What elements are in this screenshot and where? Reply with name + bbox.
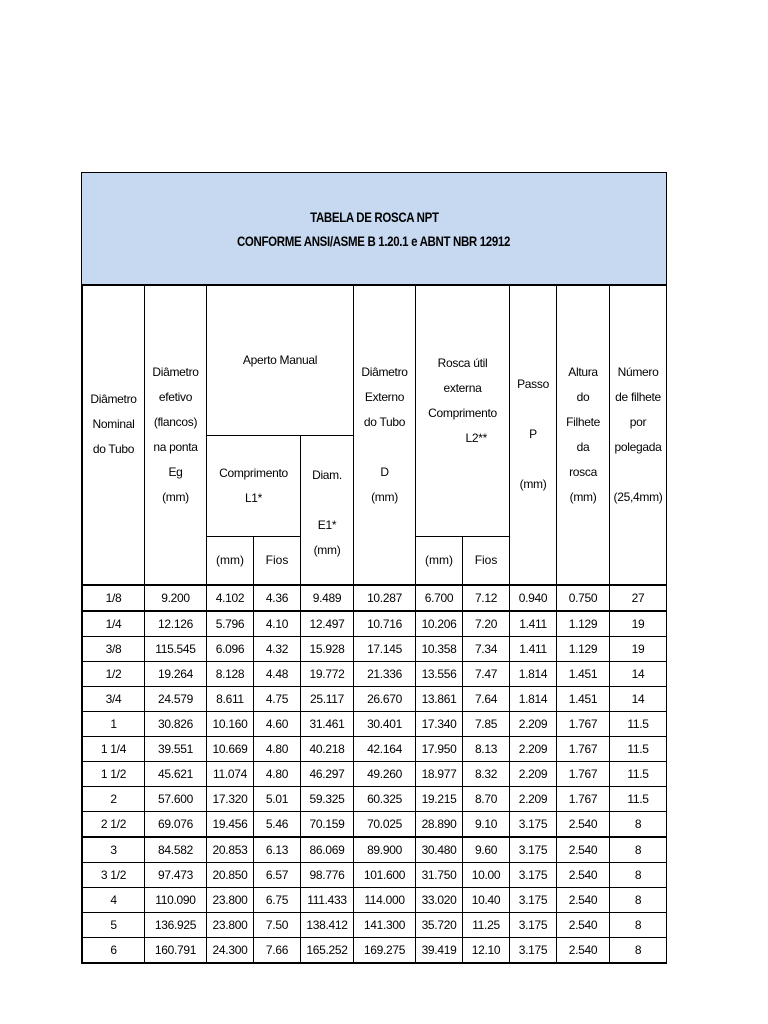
- cell-thread-height: 1.451: [557, 686, 610, 711]
- cell-pitch-diameter: 136.925: [145, 912, 207, 937]
- header-diam-e1: Diam. E1* (mm): [301, 436, 354, 585]
- cell-l2-fios: 11.25: [463, 912, 510, 937]
- cell-nominal: 4: [83, 887, 145, 912]
- cell-tpi: 8: [610, 811, 667, 837]
- cell-thread-height: 2.540: [557, 811, 610, 837]
- cell-l2-mm: 31.750: [416, 862, 463, 887]
- cell-l2-fios: 7.47: [463, 661, 510, 686]
- cell-tpi: 8: [610, 862, 667, 887]
- cell-l1-mm: 4.102: [207, 585, 254, 611]
- cell-pitch: 3.175: [510, 937, 557, 962]
- cell-l1-fios: 7.66: [254, 937, 301, 962]
- cell-e1: 12.497: [301, 611, 354, 637]
- cell-nominal: 5: [83, 912, 145, 937]
- cell-pitch-diameter: 115.545: [145, 636, 207, 661]
- header-l2-fios: Fios: [463, 537, 510, 585]
- cell-l1-fios: 6.75: [254, 887, 301, 912]
- header-l1-mm: (mm): [207, 537, 254, 585]
- cell-pitch: 3.175: [510, 837, 557, 863]
- cell-external-diameter: 49.260: [354, 761, 416, 786]
- cell-pitch: 2.209: [510, 761, 557, 786]
- cell-thread-height: 2.540: [557, 862, 610, 887]
- cell-l2-mm: 17.340: [416, 711, 463, 736]
- cell-pitch: 3.175: [510, 811, 557, 837]
- title-band: [82, 173, 666, 285]
- cell-nominal: 3: [83, 837, 145, 863]
- cell-thread-height: 2.540: [557, 912, 610, 937]
- cell-l2-mm: 33.020: [416, 887, 463, 912]
- cell-l1-mm: 23.800: [207, 887, 254, 912]
- header-threads-per-inch: Número de filhete por polegada (25,4mm): [610, 286, 667, 585]
- cell-nominal: 1 1/4: [83, 736, 145, 761]
- cell-thread-height: 1.129: [557, 636, 610, 661]
- cell-external-diameter: 169.275: [354, 937, 416, 962]
- cell-pitch-diameter: 69.076: [145, 811, 207, 837]
- cell-tpi: 8: [610, 912, 667, 937]
- cell-external-diameter: 42.164: [354, 736, 416, 761]
- cell-l1-fios: 4.10: [254, 611, 301, 637]
- cell-l1-mm: 10.160: [207, 711, 254, 736]
- cell-pitch-diameter: 30.826: [145, 711, 207, 736]
- cell-l2-mm: 10.206: [416, 611, 463, 637]
- cell-e1: 111.433: [301, 887, 354, 912]
- header-pitch: Passo P (mm): [510, 286, 557, 585]
- cell-nominal: 1 1/2: [83, 761, 145, 786]
- cell-thread-height: 1.767: [557, 736, 610, 761]
- cell-e1: 40.218: [301, 736, 354, 761]
- cell-pitch: 2.209: [510, 736, 557, 761]
- cell-l2-fios: 7.12: [463, 585, 510, 611]
- cell-external-diameter: 17.145: [354, 636, 416, 661]
- cell-e1: 98.776: [301, 862, 354, 887]
- cell-l1-fios: 7.50: [254, 912, 301, 937]
- cell-nominal: 1/2: [83, 661, 145, 686]
- cell-external-diameter: 70.025: [354, 811, 416, 837]
- cell-l1-mm: 24.300: [207, 937, 254, 962]
- cell-l1-fios: 5.01: [254, 786, 301, 811]
- table-row: [83, 887, 667, 912]
- table-row: [83, 786, 667, 811]
- cell-thread-height: 2.540: [557, 837, 610, 863]
- cell-l2-fios: 9.10: [463, 811, 510, 837]
- cell-tpi: 8: [610, 887, 667, 912]
- cell-e1: 46.297: [301, 761, 354, 786]
- cell-l2-fios: 7.20: [463, 611, 510, 637]
- cell-tpi: 19: [610, 611, 667, 637]
- cell-l2-mm: 13.556: [416, 661, 463, 686]
- table-row: [83, 761, 667, 786]
- cell-tpi: 14: [610, 686, 667, 711]
- cell-l2-fios: 8.32: [463, 761, 510, 786]
- cell-e1: 15.928: [301, 636, 354, 661]
- cell-tpi: 11.5: [610, 761, 667, 786]
- cell-e1: 9.489: [301, 585, 354, 611]
- cell-l2-mm: 28.890: [416, 811, 463, 837]
- cell-pitch: 3.175: [510, 862, 557, 887]
- cell-thread-height: 0.750: [557, 585, 610, 611]
- cell-l1-fios: 4.32: [254, 636, 301, 661]
- cell-pitch: 1.411: [510, 611, 557, 637]
- cell-pitch-diameter: 19.264: [145, 661, 207, 686]
- cell-l1-mm: 19.456: [207, 811, 254, 837]
- table-row: [83, 837, 667, 863]
- cell-nominal: 1/8: [83, 585, 145, 611]
- table-title: TABELA DE ROSCA NPT: [309, 208, 439, 225]
- cell-l1-mm: 17.320: [207, 786, 254, 811]
- cell-l2-mm: 13.861: [416, 686, 463, 711]
- cell-pitch-diameter: 84.582: [145, 837, 207, 863]
- cell-l1-mm: 8.611: [207, 686, 254, 711]
- cell-pitch: 0.940: [510, 585, 557, 611]
- table-row: [83, 937, 667, 962]
- cell-external-diameter: 26.670: [354, 686, 416, 711]
- cell-l1-mm: 23.800: [207, 912, 254, 937]
- table-row: [83, 862, 667, 887]
- cell-l2-fios: 7.64: [463, 686, 510, 711]
- header-length-l1: Comprimento L1*: [207, 436, 301, 537]
- cell-tpi: 11.5: [610, 736, 667, 761]
- cell-nominal: 6: [83, 937, 145, 962]
- cell-pitch: 3.175: [510, 912, 557, 937]
- npt-thread-table-sheet: [81, 172, 667, 964]
- cell-l2-mm: 30.480: [416, 837, 463, 863]
- cell-nominal: 2: [83, 786, 145, 811]
- cell-l2-fios: 7.85: [463, 711, 510, 736]
- table-row: [83, 611, 667, 637]
- cell-e1: 86.069: [301, 837, 354, 863]
- table-row: [83, 811, 667, 837]
- header-l2-mm: (mm): [416, 537, 463, 585]
- cell-pitch-diameter: 97.473: [145, 862, 207, 887]
- cell-tpi: 11.5: [610, 711, 667, 736]
- cell-nominal: 1/4: [83, 611, 145, 637]
- cell-thread-height: 1.451: [557, 661, 610, 686]
- cell-pitch-diameter: 160.791: [145, 937, 207, 962]
- cell-l2-fios: 10.00: [463, 862, 510, 887]
- cell-pitch: 3.175: [510, 887, 557, 912]
- npt-table: [82, 285, 667, 963]
- cell-l1-fios: 4.80: [254, 761, 301, 786]
- cell-external-diameter: 60.325: [354, 786, 416, 811]
- cell-thread-height: 1.767: [557, 761, 610, 786]
- cell-l1-fios: 4.60: [254, 711, 301, 736]
- cell-l2-mm: 6.700: [416, 585, 463, 611]
- cell-pitch: 1.814: [510, 686, 557, 711]
- cell-external-diameter: 114.000: [354, 887, 416, 912]
- cell-l2-fios: 12.10: [463, 937, 510, 962]
- table-row: [83, 661, 667, 686]
- cell-e1: 25.117: [301, 686, 354, 711]
- cell-e1: 138.412: [301, 912, 354, 937]
- cell-tpi: 8: [610, 937, 667, 962]
- cell-pitch-diameter: 24.579: [145, 686, 207, 711]
- cell-l1-mm: 8.128: [207, 661, 254, 686]
- cell-tpi: 27: [610, 585, 667, 611]
- cell-external-diameter: 21.336: [354, 661, 416, 686]
- cell-l2-fios: 7.34: [463, 636, 510, 661]
- table-body: [83, 585, 667, 963]
- cell-l2-mm: 39.419: [416, 937, 463, 962]
- cell-l1-mm: 20.853: [207, 837, 254, 863]
- cell-l1-fios: 6.57: [254, 862, 301, 887]
- cell-pitch-diameter: 45.621: [145, 761, 207, 786]
- table-row: [83, 711, 667, 736]
- cell-nominal: 1: [83, 711, 145, 736]
- header-l1-fios: Fios: [254, 537, 301, 585]
- table-row: [83, 636, 667, 661]
- cell-e1: 31.461: [301, 711, 354, 736]
- cell-external-diameter: 101.600: [354, 862, 416, 887]
- cell-e1: 19.772: [301, 661, 354, 686]
- cell-external-diameter: 89.900: [354, 837, 416, 863]
- cell-l2-fios: 9.60: [463, 837, 510, 863]
- cell-thread-height: 1.767: [557, 711, 610, 736]
- cell-l2-mm: 19.215: [416, 786, 463, 811]
- header-nominal: Diâmetro Nominal do Tubo: [83, 286, 145, 585]
- cell-l1-fios: 4.48: [254, 661, 301, 686]
- cell-l2-fios: 10.40: [463, 887, 510, 912]
- cell-e1: 59.325: [301, 786, 354, 811]
- cell-pitch: 2.209: [510, 711, 557, 736]
- cell-e1: 165.252: [301, 937, 354, 962]
- cell-thread-height: 2.540: [557, 937, 610, 962]
- cell-e1: 70.159: [301, 811, 354, 837]
- cell-nominal: 3/4: [83, 686, 145, 711]
- cell-pitch-diameter: 12.126: [145, 611, 207, 637]
- table-row: [83, 686, 667, 711]
- cell-l2-mm: 18.977: [416, 761, 463, 786]
- table-row: [83, 912, 667, 937]
- cell-l1-fios: 6.13: [254, 837, 301, 863]
- cell-tpi: 19: [610, 636, 667, 661]
- cell-pitch: 1.411: [510, 636, 557, 661]
- cell-external-diameter: 10.287: [354, 585, 416, 611]
- table-header: [83, 286, 667, 585]
- cell-l1-mm: 11.074: [207, 761, 254, 786]
- cell-tpi: 11.5: [610, 786, 667, 811]
- cell-nominal: 3/8: [83, 636, 145, 661]
- table-row: [83, 736, 667, 761]
- cell-l1-fios: 5.46: [254, 811, 301, 837]
- cell-l1-mm: 6.096: [207, 636, 254, 661]
- header-thread-height: Altura do Filhete da rosca (mm): [557, 286, 610, 585]
- cell-l2-fios: 8.70: [463, 786, 510, 811]
- cell-l1-fios: 4.36: [254, 585, 301, 611]
- cell-l2-mm: 10.358: [416, 636, 463, 661]
- cell-l2-mm: 17.950: [416, 736, 463, 761]
- cell-external-diameter: 30.401: [354, 711, 416, 736]
- cell-l1-mm: 5.796: [207, 611, 254, 637]
- cell-l2-mm: 35.720: [416, 912, 463, 937]
- cell-tpi: 14: [610, 661, 667, 686]
- cell-pitch-diameter: 110.090: [145, 887, 207, 912]
- table-subtitle: CONFORME ANSI/ASME B 1.20.1 e ABNT NBR 12912: [237, 232, 511, 249]
- cell-external-diameter: 10.716: [354, 611, 416, 637]
- cell-thread-height: 2.540: [557, 887, 610, 912]
- cell-l2-fios: 8.13: [463, 736, 510, 761]
- cell-pitch: 2.209: [510, 786, 557, 811]
- cell-pitch-diameter: 9.200: [145, 585, 207, 611]
- cell-pitch-diameter: 57.600: [145, 786, 207, 811]
- cell-thread-height: 1.129: [557, 611, 610, 637]
- header-hand-tight: Aperto Manual: [207, 286, 354, 436]
- cell-tpi: 8: [610, 837, 667, 863]
- table-row: [83, 585, 667, 611]
- cell-external-diameter: 141.300: [354, 912, 416, 937]
- cell-l1-mm: 10.669: [207, 736, 254, 761]
- cell-pitch-diameter: 39.551: [145, 736, 207, 761]
- header-pitch-diameter: Diâmetro efetivo (flancos) na ponta Eg (mm): [145, 286, 207, 585]
- cell-l1-fios: 4.75: [254, 686, 301, 711]
- cell-nominal: 2 1/2: [83, 811, 145, 837]
- cell-nominal: 3 1/2: [83, 862, 145, 887]
- header-useful-thread: Rosca útil externa Comprimento L2**: [416, 286, 510, 537]
- header-external-diameter: Diâmetro Externo do Tubo D (mm): [354, 286, 416, 585]
- cell-thread-height: 1.767: [557, 786, 610, 811]
- cell-pitch: 1.814: [510, 661, 557, 686]
- cell-l1-fios: 4.80: [254, 736, 301, 761]
- cell-l1-mm: 20.850: [207, 862, 254, 887]
